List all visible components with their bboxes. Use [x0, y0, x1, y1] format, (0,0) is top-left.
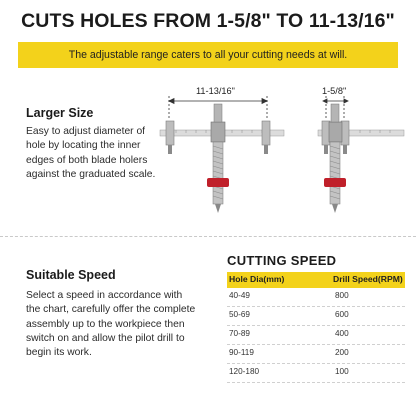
table-row: [227, 365, 405, 383]
page-headline: CUTS HOLES FROM 1-5/8" TO 11-13/16": [21, 10, 395, 32]
drill-speed-cell: 600: [335, 310, 349, 319]
suitable-speed-line: Select a speed in accordance with: [26, 290, 183, 301]
dimension-large-label: 11-13/16": [196, 86, 235, 96]
suitable-speed-title: Suitable Speed: [26, 268, 116, 282]
banner-text: The adjustable range caters to all your cutting needs at will.: [68, 49, 348, 61]
table-row: [227, 308, 405, 326]
cutter-narrow-setting: [318, 104, 404, 213]
hole-dia-cell: 120-180: [229, 367, 260, 376]
suitable-speed-line: assembly up to the workpiece then: [26, 318, 185, 330]
larger-size-line: edges of both blade holers: [26, 154, 148, 166]
cutting-speed-title: CUTTING SPEED: [227, 253, 337, 268]
suitable-speed-line: switch on and allow the pilot drill to: [26, 332, 185, 344]
drill-speed-cell: 100: [335, 367, 349, 376]
hole-dia-cell: 40-49: [229, 291, 250, 300]
larger-size-title: Larger Size: [26, 106, 94, 120]
table-row: [227, 327, 405, 345]
suitable-speed-line: the chart, carefully offer the complete: [26, 304, 196, 316]
section-divider: [0, 236, 416, 237]
suitable-speed-line: begin its work.: [26, 347, 92, 359]
hole-dia-cell: 90-119: [229, 348, 254, 357]
header-hole-dia: Hole Dia(mm): [229, 274, 285, 284]
drill-speed-cell: 400: [335, 329, 349, 338]
drill-speed-cell: 200: [335, 348, 349, 357]
header-drill-speed: Drill Speed(RPM): [333, 274, 403, 284]
drill-speed-cell: 800: [335, 291, 349, 300]
cutter-wide-setting: [160, 104, 284, 213]
larger-size-line: Easy to adjust diameter of: [26, 126, 146, 137]
larger-size-line: against the graduated scale.: [26, 168, 156, 180]
speed-table-header: [227, 272, 405, 288]
dimension-lines: [169, 96, 348, 120]
hole-dia-cell: 70-89: [229, 329, 250, 338]
table-row: [227, 346, 405, 364]
dimension-small-label: 1-5/8": [322, 86, 347, 96]
hole-dia-cell: 50-69: [229, 310, 250, 319]
table-row: [227, 289, 405, 307]
larger-size-line: hole by locating the inner: [26, 140, 141, 152]
suitable-speed-description: [26, 289, 195, 360]
